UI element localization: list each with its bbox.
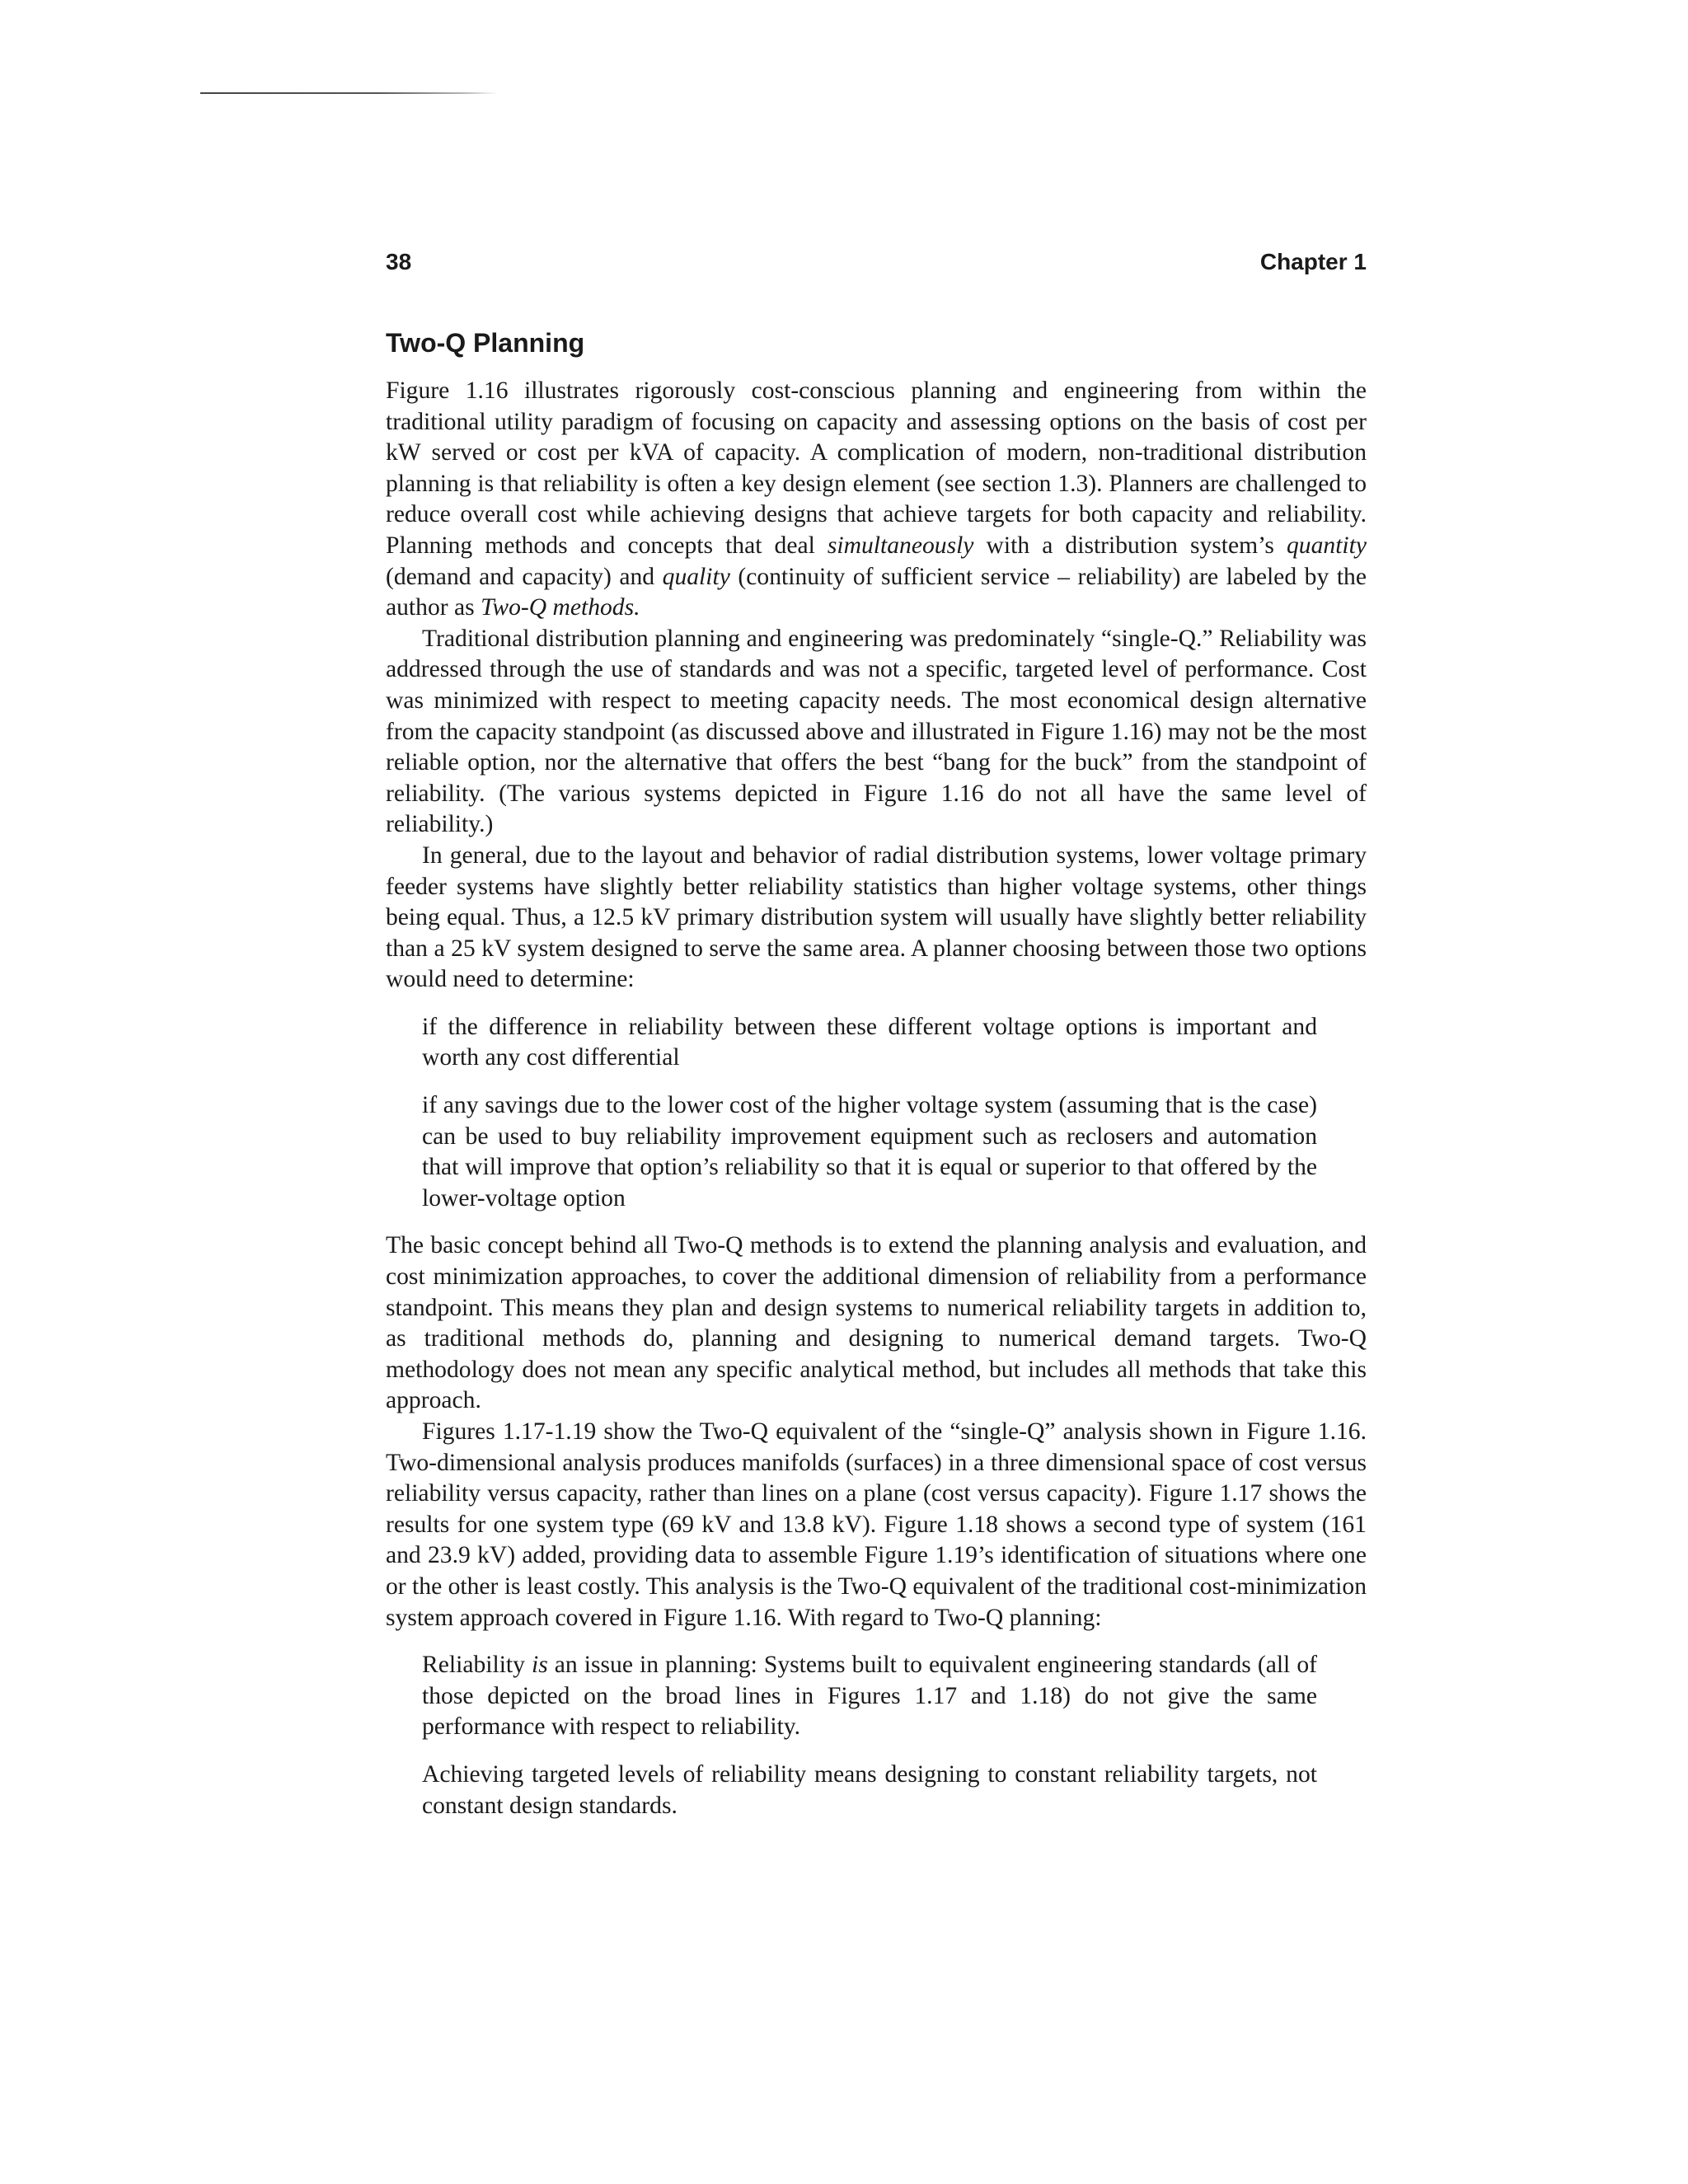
- paragraph-5: Figures 1.17-1.19 show the Two-Q equivalent of the “single-Q” analysis shown in Figure 1.16. Two-dimensional analysis produces manifolds (surfaces) in a three dimensional space of cost versus reliability versus capacity, rather than lines on a plane (cost versus capacity). Figure 1.17 shows the results for one system type (69 kV and 13.8 kV). Figure 1.18 shows a second type of system (161 and 23.9 kV) added, providing data to assemble Figure 1.19’s identification of situations where one or the other is least costly. This analysis is the Two-Q equivalent of the traditional cost-minimization system approach covered in Figure 1.16. With regard to Two-Q planning:: [386, 1418, 1367, 1631]
- paragraph-3: In general, due to the layout and behavior of radial distribution systems, lower voltage primary feeder systems have slightly better reliability statistics than higher voltage systems, other things being equal. Thus, a 12.5 kV primary distribution system will usually have slightly better reliability than a 25 kV system designed to serve the same area. A planner choosing between those two options would need to determine:: [386, 841, 1367, 993]
- page-number: 38: [386, 249, 412, 274]
- section-heading: Two-Q Planning: [386, 328, 585, 358]
- top-rule: [200, 92, 497, 94]
- list-item: if any savings due to the lower cost of the higher voltage system (assuming that is the case) can be used to buy reliability improvement equipment such as reclosers and automation that will improve that option’s reliability so that it is equal or superior to that offered by the lower-voltage option: [422, 1092, 1317, 1212]
- list-item: Reliability is an issue in planning: Systems built to equivalent engineering standards (all of those depicted on the broad lines in Figures 1.17 and 1.18) do not give the same performance with respect to reliability.: [422, 1652, 1317, 1741]
- paragraph-2: Traditional distribution planning and engineering was predominately “single-Q.” Reliability was addressed through the use of standards and was not a specific, targeted level of performance. Cost was minimized with respect to meeting capacity needs. The most economical design alternative from the capacity standpoint (as discussed above and illustrated in Figure 1.16) may not be the most reliable option, nor the alternative that offers the best “bang for the buck” from the standpoint of reliability. (The various systems depicted in Figure 1.16 do not all have the same level of reliability.): [386, 625, 1367, 838]
- body-text: [386, 376, 1367, 1821]
- chapter-label: Chapter 1: [1259, 249, 1367, 274]
- paragraph-4: The basic concept behind all Two-Q methods is to extend the planning analysis and evaluation, and cost minimization approaches, to cover the additional dimension of reliability from a performance standpoint. This means they plan and design systems to numerical reliability targets in addition to, as traditional methods do, planning and designing to numerical demand targets. Two-Q methodology does not mean any specific analytical method, but includes all methods that take this approach.: [386, 1232, 1367, 1414]
- running-head: [386, 246, 1367, 279]
- list-item: Achieving targeted levels of reliability means designing to constant reliability targets, not constant design standards.: [422, 1760, 1317, 1819]
- paragraph-1: Figure 1.16 illustrates rigorously cost-conscious planning and engineering from within the traditional utility paradigm of focusing on capacity and assessing options on the basis of cost per kW served or cost per kVA of capacity. A complication of modern, non-traditional distribution planning is that reliability is often a key design element (see section 1.3). Planners are challenged to reduce overall cost while achieving designs that achieve targets for both capacity and reliability. Planning methods and concepts that deal simultaneously with a distribution system’s quantity (demand and capacity) and quality (continuity of sufficient service – reliability) are labeled by the author as Two-Q methods.: [386, 377, 1367, 621]
- list-item: if the difference in reliability between these different voltage options is important and worth any cost differential: [422, 1013, 1317, 1071]
